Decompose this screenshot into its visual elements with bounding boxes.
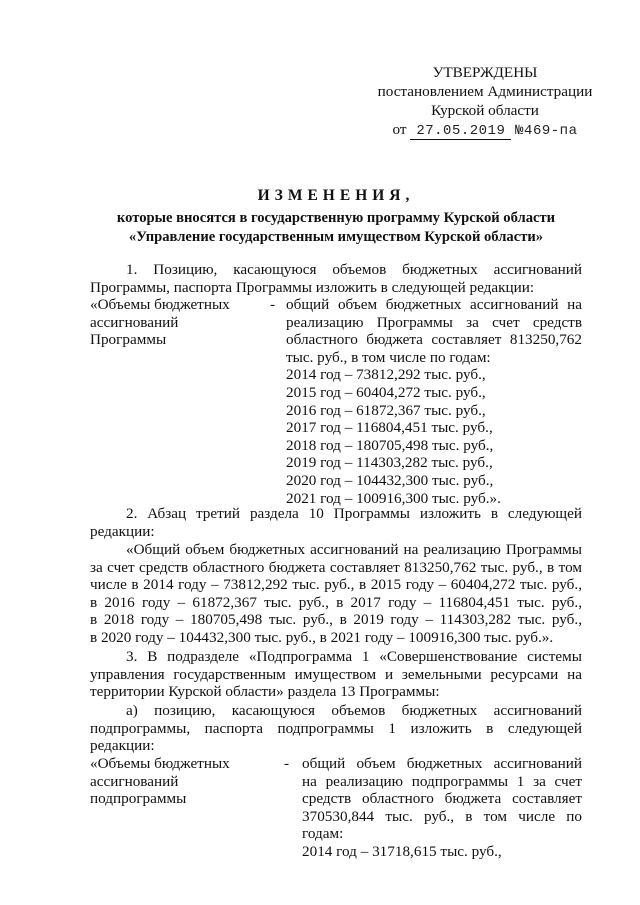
table-1-right-line: тыс. руб., в том числе по годам:	[286, 348, 491, 366]
quote-line: в 2020 году – 104432,300 тыс. руб., в 2021 году – 100916,300 тыс. руб.».	[90, 628, 554, 646]
table-1-right-line: реализацию Программы за счет средств	[286, 313, 582, 331]
table-1-right-line: общий объем бюджетных ассигнований на	[286, 296, 582, 313]
approval-stamp	[360, 63, 610, 141]
approval-line-2: Курской области	[431, 102, 539, 119]
table-2-left-line: ассигнований	[90, 772, 179, 790]
table-2-left	[90, 755, 284, 861]
date-prefix: от	[392, 121, 407, 138]
table-1-right-line: 2020 год – 104432,300 тыс. руб.,	[286, 471, 494, 489]
item-3a-line-2: подпрограммы, паспорта подпрограммы 1 изложить в следующей	[90, 719, 582, 737]
item-3-line: 3. В подразделе «Подпрограмма 1 «Совершенствование системы	[126, 648, 582, 665]
table-2-right	[302, 755, 582, 861]
table-2-right-line: годам:	[302, 825, 344, 843]
table-1-right-line: 2015 год – 60404,272 тыс. руб.,	[286, 383, 486, 401]
table-1-right-line: 2016 год – 61872,367 тыс. руб.,	[286, 401, 486, 419]
table-1-right-line: 2017 год – 116804,451 тыс. руб.,	[286, 419, 493, 437]
title-line-1: которые вносятся в государственную программу Курской области	[116, 209, 556, 226]
title-line-2: «Управление государственным имуществом Курской области»	[128, 228, 544, 245]
approval-number: №469-па	[515, 123, 578, 139]
item-3a-line-3: редакции:	[90, 737, 155, 755]
item-2	[90, 505, 582, 540]
table-1-left	[90, 296, 270, 507]
table-2-left-line: подпрограммы	[90, 790, 187, 808]
table-1-right-line: 2018 год – 180705,498 тыс. руб.,	[286, 436, 494, 454]
table-2-right-line: 2014 год – 31718,615 тыс. руб.,	[302, 842, 502, 860]
item-3	[90, 648, 582, 701]
table-1-right-line: 2014 год – 73812,292 тыс. руб.,	[286, 366, 486, 384]
table-1-left-line: «Объемы бюджетных	[90, 296, 230, 313]
quote-line: числе в 2014 году – 73812,292 тыс. руб., в 2015 году – 60404,272 тыс. руб.,	[90, 576, 582, 594]
table-2	[90, 755, 582, 861]
item-1-line-2: Программы, паспорта Программы изложить в следующей редакции:	[90, 278, 535, 296]
table-1-right	[286, 296, 582, 507]
approval-date-line	[360, 120, 610, 141]
approval-date: 27.05.2019	[410, 123, 511, 140]
quote-line: «Общий объем бюджетных ассигнований на реализацию Программы	[126, 541, 582, 558]
table-2-left-line: «Объемы бюджетных	[90, 755, 230, 772]
table-1-right-line: 2019 год – 114303,282 тыс. руб.,	[286, 454, 493, 472]
item-3a	[90, 702, 582, 755]
table-1-left-line: Программы	[90, 331, 167, 349]
table-2-right-line: общий объем бюджетных ассигнований	[302, 755, 582, 772]
quote-line: в 2016 году – 61872,367 тыс. руб., в 2017 году – 116804,451 тыс. руб.,	[90, 593, 582, 611]
table-2-right-line: на реализацию подпрограммы 1 за счет	[302, 772, 582, 790]
title-heading: ИЗМЕНЕНИЯ,	[257, 187, 415, 204]
table-1-left-line: ассигнований	[90, 313, 179, 331]
approval-line-1: постановлением Администрации	[377, 83, 593, 100]
quote-line: в 2018 году – 180705,498 тыс. руб., в 2019 году – 114303,282 тыс. руб.,	[90, 611, 582, 629]
table-2-right-line: средств областного бюджета составляет	[302, 790, 582, 808]
table-1-right-line: областного бюджета составляет 813250,762	[286, 331, 582, 349]
table-1	[90, 296, 582, 507]
item-2-line-1: 2. Абзац третий раздела 10 Программы изложить в следующей	[126, 505, 582, 522]
item-2-line-2: редакции:	[90, 522, 155, 540]
item-3-line: территории Курской области» раздела 13 Программы:	[90, 683, 440, 701]
item-2-quote	[90, 541, 582, 647]
item-1-line-1: 1. Позицию, касающуюся объемов бюджетных ассигнований	[126, 261, 582, 278]
document-title	[90, 187, 582, 247]
table-2-right-line: 370530,844 тыс. руб., в том числе по	[302, 807, 582, 825]
item-3a-line-1: а) позицию, касающуюся объемов бюджетных ассигнований	[126, 702, 582, 719]
quote-line: за счет средств областного бюджета составляет 813250,762 тыс. руб., в том	[90, 558, 582, 576]
table-2-dash: -	[284, 755, 290, 772]
item-1	[90, 261, 582, 296]
table-1-dash: -	[270, 296, 276, 313]
item-3-line: управления государственным имуществом и земельными ресурсами на	[90, 665, 582, 683]
table-1-right-line: 2021 год – 100916,300 тыс. руб.».	[286, 489, 501, 507]
approval-heading: УТВЕРЖДЕНЫ	[432, 64, 538, 81]
